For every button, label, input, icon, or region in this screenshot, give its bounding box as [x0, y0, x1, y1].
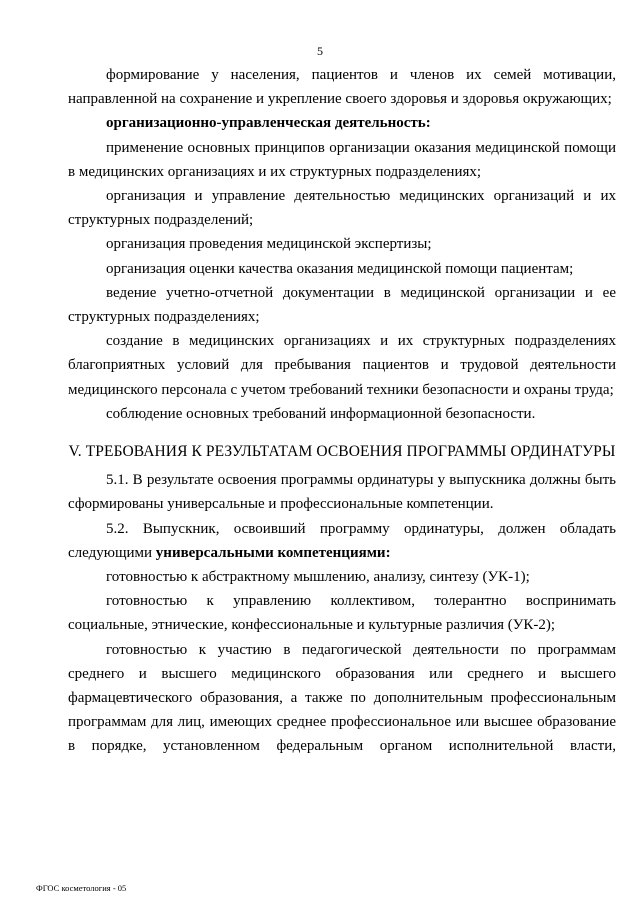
- footer: ФГОС косметология - 05: [36, 883, 127, 893]
- document-body: [68, 63, 616, 759]
- paragraph: организация и управление деятельностью медицинских организаций и их структурных подразделений;: [68, 188, 616, 229]
- paragraph: применение основных принципов организации оказания медицинской помощи в медицинских организациях и их структурных подразделениях;: [68, 139, 616, 180]
- paragraph: 5.1. В результате освоения программы ординатуры у выпускника должны быть сформированы универсальные и профессиональные компетенции.: [68, 472, 616, 513]
- paragraph: организация оценки качества оказания медицинской помощи пациентам;: [106, 260, 574, 277]
- section-subtitle: организационно-управленческая деятельность:: [106, 115, 431, 132]
- bold-term: универсальными компетенциями:: [155, 544, 391, 561]
- paragraph: готовностью к участию в педагогической деятельности по программам среднего и высшего медицинского образования или среднего и высшего фармацевтического образования, а также по дополнительным профессиональным программам для лиц, имеющих среднее профессиональное или высшее образование в порядке, установленном федеральным органом исполнительной власти,: [68, 641, 616, 755]
- paragraph: создание в медицинских организациях и их структурных подразделениях благоприятных условий для пребывания пациентов и трудовой деятельности медицинского персонала с учетом требований техники безопасности и охраны труда;: [68, 333, 616, 398]
- section-heading: V. ТРЕБОВАНИЯ К РЕЗУЛЬТАТАМ ОСВОЕНИЯ ПРОГРАММЫ ОРДИНАТУРЫ: [68, 443, 616, 461]
- page-number: 5: [317, 44, 323, 58]
- paragraph-text: 5.2. Выпускник, освоивший программу ординатуры, должен обладать следующими: [68, 520, 616, 561]
- paragraph: [68, 517, 616, 565]
- paragraph: соблюдение основных требований информационной безопасности.: [106, 405, 536, 422]
- paragraph: организация проведения медицинской экспертизы;: [106, 236, 432, 253]
- paragraph: формирование у населения, пациентов и членов их семей мотивации, направленной на сохранение и укрепление своего здоровья и здоровья окружающих;: [68, 67, 616, 108]
- paragraph: готовностью к управлению коллективом, толерантно воспринимать социальные, этнические, конфессиональные и культурные различия (УК-2);: [68, 593, 616, 634]
- paragraph: ведение учетно-отчетной документации в медицинской организации и ее структурных подразделениях;: [68, 284, 616, 326]
- paragraph: готовностью к абстрактному мышлению, анализу, синтезу (УК-1);: [106, 569, 530, 586]
